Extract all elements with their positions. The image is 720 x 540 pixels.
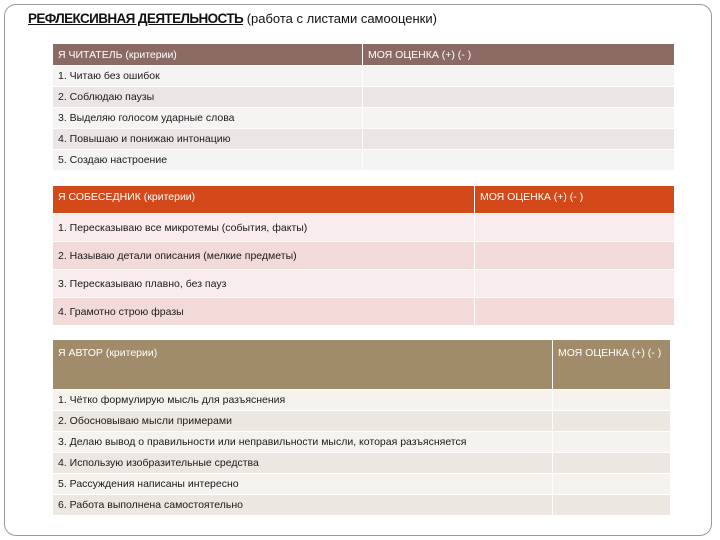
page-title <box>28 11 437 26</box>
author-criteria-header: Я АВТОР (критерии) <box>53 340 553 390</box>
criterion-cell: 3. Выделяю голосом ударные слова <box>53 108 363 129</box>
score-cell[interactable] <box>363 129 675 150</box>
criterion-cell: 1. Читаю без ошибок <box>53 66 363 87</box>
title-subtitle: (работа с листами самооценки) <box>243 11 437 26</box>
criterion-cell: 6. Работа выполнена самостоятельно <box>53 495 553 516</box>
table-row <box>53 390 671 411</box>
score-cell[interactable] <box>475 298 675 326</box>
criterion-cell: 4. Повышаю и понижаю интонацию <box>53 129 363 150</box>
score-cell[interactable] <box>363 66 675 87</box>
table-row <box>53 87 675 108</box>
score-cell[interactable] <box>553 453 671 474</box>
listener-score-header: МОЯ ОЦЕНКА (+) (- ) <box>475 186 675 214</box>
criterion-cell: 2. Называю детали описания (мелкие предметы) <box>53 242 475 270</box>
score-cell[interactable] <box>553 474 671 495</box>
criterion-cell: 1. Пересказываю все микротемы (события, факты) <box>53 214 475 242</box>
score-cell[interactable] <box>363 108 675 129</box>
table-row <box>53 150 675 171</box>
table-row <box>53 129 675 150</box>
reader-score-header: МОЯ ОЦЕНКА (+) (- ) <box>363 44 675 66</box>
table-row <box>53 270 675 298</box>
criterion-cell: 3. Пересказываю плавно, без пауз <box>53 270 475 298</box>
criterion-cell: 4. Грамотно строю фразы <box>53 298 475 326</box>
table-row <box>53 432 671 453</box>
author-score-header: МОЯ ОЦЕНКА (+) (- ) <box>553 340 671 390</box>
score-cell[interactable] <box>475 270 675 298</box>
table-row <box>53 495 671 516</box>
reader-table <box>52 43 675 171</box>
table-row <box>53 474 671 495</box>
table-row <box>53 298 675 326</box>
score-cell[interactable] <box>553 411 671 432</box>
listener-table <box>52 185 675 326</box>
table-row <box>53 411 671 432</box>
criterion-cell: 1. Чётко формулирую мысль для разъяснения <box>53 390 553 411</box>
criterion-cell: 5. Создаю настроение <box>53 150 363 171</box>
table-row <box>53 453 671 474</box>
author-table <box>52 339 671 516</box>
score-cell[interactable] <box>553 390 671 411</box>
reader-criteria-header: Я ЧИТАТЕЛЬ (критерии) <box>53 44 363 66</box>
table-row <box>53 242 675 270</box>
score-cell[interactable] <box>475 242 675 270</box>
score-cell[interactable] <box>553 432 671 453</box>
table-row <box>53 66 675 87</box>
table-row <box>53 214 675 242</box>
table-row <box>53 108 675 129</box>
criterion-cell: 2. Обосновываю мысли примерами <box>53 411 553 432</box>
score-cell[interactable] <box>475 214 675 242</box>
criterion-cell: 2. Соблюдаю паузы <box>53 87 363 108</box>
score-cell[interactable] <box>363 150 675 171</box>
score-cell[interactable] <box>363 87 675 108</box>
listener-criteria-header: Я СОБЕСЕДНИК (критерии) <box>53 186 475 214</box>
criterion-cell: 4. Использую изобразительные средства <box>53 453 553 474</box>
criterion-cell: 3. Делаю вывод о правильности или неправильности мысли, которая разъясняется <box>53 432 553 453</box>
criterion-cell: 5. Рассуждения написаны интересно <box>53 474 553 495</box>
score-cell[interactable] <box>553 495 671 516</box>
title-main: РЕФЛЕКСИВНАЯ ДЕЯТЕЛЬНОСТЬ <box>28 11 244 26</box>
